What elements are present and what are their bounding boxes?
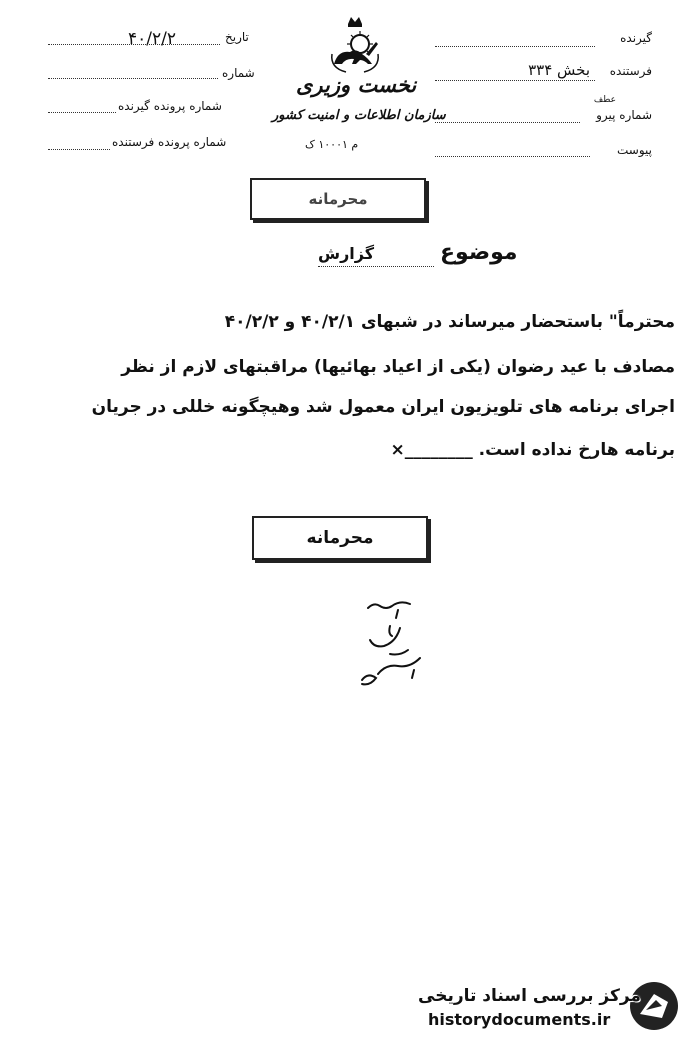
subject-line <box>318 266 434 267</box>
subject-value: گزارش <box>318 244 375 263</box>
lion-and-sun-emblem <box>326 14 384 74</box>
body-line-1: محترماً" باستحضار میرساند در شبهای ۴۰/۲/۱ و ۴۰/۲/۲ <box>224 312 675 332</box>
confidential-stamp-top: محرمانه <box>250 178 426 220</box>
sender-line <box>435 80 595 81</box>
number-label: شماره <box>222 66 255 80</box>
sender-file-number-label: شماره پرونده فرستنده <box>112 135 227 149</box>
watermark-title: مرکز بررسی اسناد تاریخی <box>418 986 641 1006</box>
emblem-title: نخست وزیری <box>296 72 417 97</box>
attachment-line <box>435 156 590 157</box>
reference-number-label: شماره پیرو <box>596 108 652 122</box>
sender-value: بخش ۳۳۴ <box>528 61 590 79</box>
organization-name: سازمان اطلاعات و امنیت کشور <box>272 108 446 123</box>
watermark-url: historydocuments.ir <box>428 1010 611 1029</box>
handwritten-signature <box>340 596 450 696</box>
sender-file-number-line <box>48 149 110 150</box>
confidential-stamp-bottom: محرمانه <box>252 516 428 560</box>
organization-code: م ۱۰۰۰۱ ک <box>305 138 359 151</box>
date-value: ۴۰/۲/۲ <box>128 29 176 49</box>
recipient-label: گیرنده <box>620 31 652 45</box>
reference-number-line <box>435 122 580 123</box>
date-line <box>48 44 220 45</box>
recipient-line <box>435 46 595 47</box>
subject-label: موضوع <box>440 240 518 265</box>
body-line-4: برنامه هارخ نداده است. ________× <box>390 440 675 460</box>
reference-note: عطف <box>593 95 616 105</box>
body-line-3: اجرای برنامه های تلویزیون ایران معمول شد وهیچگونه خللی در جریان <box>91 397 675 417</box>
sender-label: فرستنده <box>609 64 652 78</box>
recipient-file-number-label: شماره پرونده گیرنده <box>118 99 222 113</box>
recipient-file-number-line <box>48 112 116 113</box>
attachment-label: پیوست <box>617 143 652 157</box>
date-label: تاریخ <box>225 30 249 44</box>
body-line-2: مصادف با عید رضوان (یکی از اعیاد بهائیها) مراقبتهای لازم از نظر <box>121 357 675 377</box>
number-line <box>48 78 218 79</box>
